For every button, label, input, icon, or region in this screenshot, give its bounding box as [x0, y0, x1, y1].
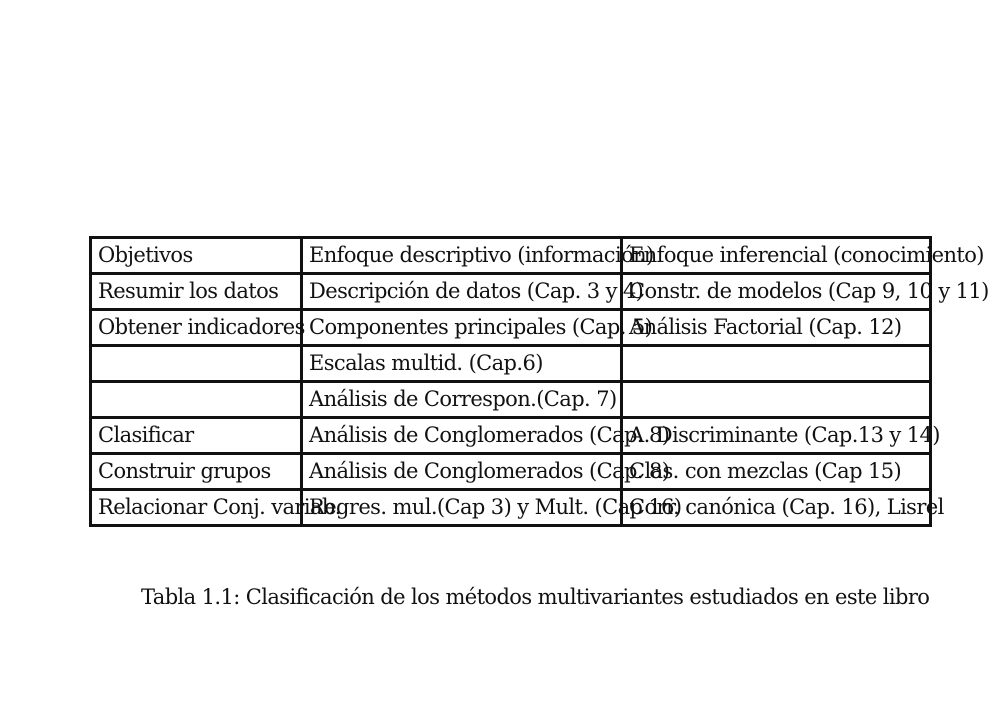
table-row — [91, 382, 931, 418]
table-row — [91, 346, 931, 382]
table-cell-objective: Relacionar Conj. variab. — [91, 490, 302, 526]
header-objetivos: Objetivos — [91, 238, 302, 274]
table-row — [91, 454, 931, 490]
table-cell-descriptive: Componentes principales (Cap. 5) — [302, 310, 622, 346]
table-row — [91, 418, 931, 454]
table-cell-inferential: Corr. canónica (Cap. 16), Lisrel — [622, 490, 931, 526]
table-caption: Tabla 1.1: Clasificación de los métodos multivariantes estudiados en este libro — [141, 585, 930, 609]
table-cell-inferential: Clas. con mezclas (Cap 15) — [622, 454, 931, 490]
table-cell-descriptive: Regres. mul.(Cap 3) y Mult. (Cap 16) — [302, 490, 622, 526]
table-cell-inferential — [622, 346, 931, 382]
table-cell-descriptive: Análisis de Correspon.(Cap. 7) — [302, 382, 622, 418]
header-enfoque-inferencial: Enfoque inferencial (conocimiento) — [622, 238, 931, 274]
table-cell-descriptive: Descripción de datos (Cap. 3 y 4) — [302, 274, 622, 310]
table-cell-inferential: Análisis Factorial (Cap. 12) — [622, 310, 931, 346]
table-row — [91, 490, 931, 526]
table-cell-objective: Construir grupos — [91, 454, 302, 490]
table-cell-descriptive: Análisis de Conglomerados (Cap. 8) — [302, 418, 622, 454]
table-cell-objective — [91, 382, 302, 418]
header-enfoque-descriptivo: Enfoque descriptivo (información) — [302, 238, 622, 274]
table-cell-objective: Clasificar — [91, 418, 302, 454]
table-row — [91, 310, 931, 346]
table-cell-descriptive: Escalas multid. (Cap.6) — [302, 346, 622, 382]
table-cell-inferential: A. Discriminante (Cap.13 y 14) — [622, 418, 931, 454]
table-cell-descriptive: Análisis de Conglomerados (Cap. 8) — [302, 454, 622, 490]
table-cell-inferential — [622, 382, 931, 418]
table-cell-objective: Resumir los datos — [91, 274, 302, 310]
table-cell-objective: Obtener indicadores — [91, 310, 302, 346]
methods-table-container — [89, 236, 989, 556]
table-cell-objective — [91, 346, 302, 382]
table-cell-inferential: Constr. de modelos (Cap 9, 10 y 11) — [622, 274, 931, 310]
table-row — [91, 274, 931, 310]
methods-table — [89, 236, 989, 527]
table-header-row — [91, 238, 931, 274]
